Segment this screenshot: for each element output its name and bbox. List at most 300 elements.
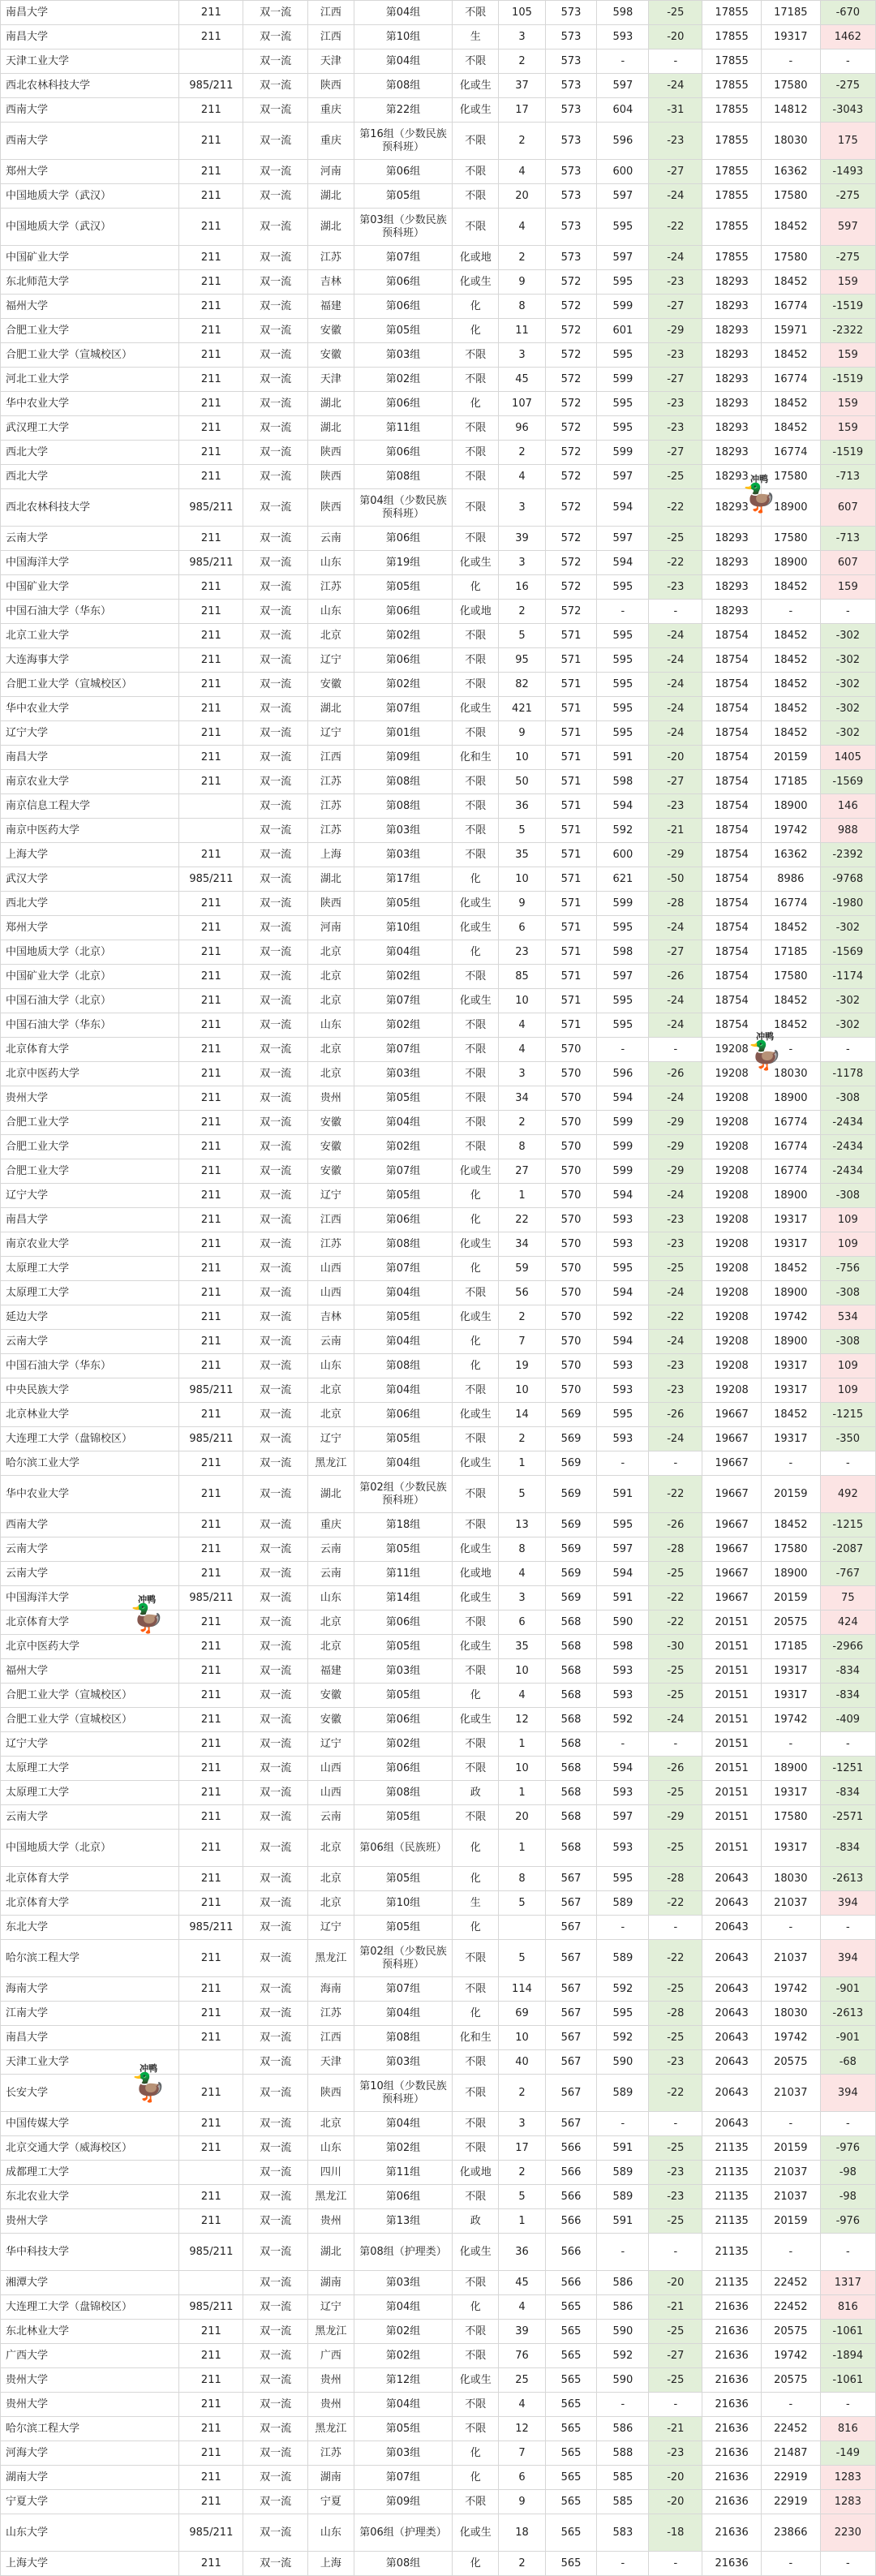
rank-2023-cell: 19667 <box>702 1537 762 1562</box>
score-2022-cell: 597 <box>597 1805 649 1830</box>
plan-count-cell: 2 <box>499 123 545 160</box>
rank-2022-cell: 22452 <box>761 2271 820 2295</box>
score-diff-cell: -24 <box>649 1013 702 1038</box>
group-cell: 第02组 <box>354 1135 452 1159</box>
score-diff-cell: -50 <box>649 867 702 892</box>
rank-2022-cell: 17580 <box>761 1537 820 1562</box>
tier-cell: 211 <box>179 1451 243 1476</box>
tier-cell: 211 <box>179 1867 243 1891</box>
school-name-cell: 南昌大学 <box>1 2026 179 2050</box>
group-cell: 第07组 <box>354 1038 452 1062</box>
plan-count-cell: 8 <box>499 295 545 319</box>
subject-requirement-cell: 化或生 <box>453 1305 499 1330</box>
tier-cell: 211 <box>179 575 243 600</box>
score-diff-cell: -22 <box>649 1611 702 1635</box>
rank-diff-cell: -1980 <box>820 892 875 916</box>
province-cell: 黑龙江 <box>307 2417 354 2441</box>
score-2023-cell: 565 <box>545 2490 597 2514</box>
double-first-class-cell: 双一流 <box>243 2075 307 2112</box>
rank-diff-cell: -350 <box>820 1427 875 1451</box>
rank-2022-cell: 19317 <box>761 1684 820 1708</box>
tier-cell: 211 <box>179 1038 243 1062</box>
table-row <box>1 295 876 319</box>
province-cell: 湖北 <box>307 184 354 209</box>
score-2023-cell: 568 <box>545 1732 597 1757</box>
group-cell: 第04组 <box>354 1330 452 1354</box>
score-2022-cell: 589 <box>597 1940 649 1977</box>
double-first-class-cell: 双一流 <box>243 721 307 746</box>
rank-2022-cell: 18452 <box>761 575 820 600</box>
school-name-cell: 南昌大学 <box>1 1 179 25</box>
score-2022-cell: 598 <box>597 770 649 794</box>
rank-diff-cell: -2966 <box>820 1635 875 1659</box>
score-2022-cell: - <box>597 2393 649 2417</box>
plan-count-cell: 3 <box>499 1586 545 1611</box>
table-row <box>1 1403 876 1427</box>
rank-diff-cell: 424 <box>820 1611 875 1635</box>
score-diff-cell: -24 <box>649 74 702 98</box>
tier-cell: 211 <box>179 1257 243 1281</box>
tier-cell: 211 <box>179 1159 243 1184</box>
group-cell: 第02组（少数民族预科班） <box>354 1476 452 1513</box>
score-2022-cell: 597 <box>597 527 649 551</box>
group-cell: 第07组 <box>354 989 452 1013</box>
rank-diff-cell: -98 <box>820 2161 875 2185</box>
score-2023-cell: 573 <box>545 98 597 123</box>
school-name-cell: 北京体育大学 <box>1 1611 179 1635</box>
group-cell: 第09组 <box>354 2490 452 2514</box>
rank-2022-cell: 16362 <box>761 160 820 184</box>
table-row <box>1 2026 876 2050</box>
rank-2023-cell: 21636 <box>702 2320 762 2344</box>
score-diff-cell: -29 <box>649 1805 702 1830</box>
rank-2022-cell: 19742 <box>761 1305 820 1330</box>
group-cell: 第06组 <box>354 1611 452 1635</box>
score-diff-cell: -26 <box>649 965 702 989</box>
province-cell: 安徽 <box>307 1135 354 1159</box>
rank-diff-cell: -2434 <box>820 1135 875 1159</box>
school-name-cell: 南京农业大学 <box>1 770 179 794</box>
group-cell: 第04组 <box>354 2112 452 2136</box>
school-name-cell: 郑州大学 <box>1 160 179 184</box>
score-2022-cell: 595 <box>597 624 649 648</box>
score-diff-cell: -23 <box>649 1208 702 1232</box>
tier-cell: 211 <box>179 1135 243 1159</box>
double-first-class-cell: 双一流 <box>243 49 307 74</box>
score-diff-cell: -28 <box>649 1537 702 1562</box>
score-2023-cell: 565 <box>545 2514 597 2552</box>
table-row <box>1 1781 876 1805</box>
duck-icon: 🦆 <box>130 1602 165 1635</box>
score-diff-cell: -26 <box>649 1757 702 1781</box>
province-cell: 湖北 <box>307 392 354 416</box>
table-row <box>1 1805 876 1830</box>
school-name-cell: 武汉理工大学 <box>1 416 179 441</box>
score-2022-cell: 583 <box>597 2514 649 2552</box>
score-diff-cell: -27 <box>649 940 702 965</box>
rank-diff-cell: -834 <box>820 1659 875 1684</box>
school-name-cell: 西北大学 <box>1 892 179 916</box>
score-diff-cell: - <box>649 600 702 624</box>
province-cell: 黑龙江 <box>307 1451 354 1476</box>
plan-count-cell: 9 <box>499 721 545 746</box>
score-diff-cell: -28 <box>649 892 702 916</box>
group-cell: 第10组 <box>354 1891 452 1916</box>
table-row <box>1 2112 876 2136</box>
score-2023-cell: 567 <box>545 2075 597 2112</box>
province-cell: 安徽 <box>307 343 354 368</box>
score-2022-cell: 595 <box>597 209 649 246</box>
rank-diff-cell: -2434 <box>820 1111 875 1135</box>
subject-requirement-cell: 化 <box>453 1184 499 1208</box>
school-name-cell: 北京体育大学 <box>1 1867 179 1891</box>
score-2022-cell: 593 <box>597 1830 649 1867</box>
score-2022-cell: 589 <box>597 1891 649 1916</box>
plan-count-cell: 20 <box>499 1805 545 1830</box>
rank-2023-cell: 20151 <box>702 1830 762 1867</box>
score-2023-cell: 571 <box>545 794 597 819</box>
score-diff-cell: -27 <box>649 770 702 794</box>
tier-cell: 211 <box>179 1305 243 1330</box>
rank-2022-cell: 18030 <box>761 2002 820 2026</box>
rank-2023-cell: 19208 <box>702 1378 762 1403</box>
rank-2023-cell: 19208 <box>702 1184 762 1208</box>
rank-2022-cell: 16774 <box>761 1135 820 1159</box>
group-cell: 第11组 <box>354 416 452 441</box>
rank-diff-cell: -2392 <box>820 843 875 867</box>
double-first-class-cell: 双一流 <box>243 1111 307 1135</box>
school-name-cell: 中国传媒大学 <box>1 2112 179 2136</box>
school-name-cell: 东北林业大学 <box>1 2320 179 2344</box>
table-row <box>1 1451 876 1476</box>
group-cell: 第04组 <box>354 940 452 965</box>
score-diff-cell: -25 <box>649 1684 702 1708</box>
double-first-class-cell: 双一流 <box>243 1378 307 1403</box>
score-2022-cell: - <box>597 1732 649 1757</box>
score-2022-cell: 597 <box>597 184 649 209</box>
tier-cell <box>179 2271 243 2295</box>
double-first-class-cell: 双一流 <box>243 1281 307 1305</box>
rank-diff-cell: -1519 <box>820 368 875 392</box>
rank-2022-cell: - <box>761 2112 820 2136</box>
subject-requirement-cell: 不限 <box>453 843 499 867</box>
tier-cell: 211 <box>179 770 243 794</box>
group-cell: 第05组 <box>354 1086 452 1111</box>
rank-2022-cell: 16774 <box>761 892 820 916</box>
double-first-class-cell: 双一流 <box>243 892 307 916</box>
double-first-class-cell: 双一流 <box>243 1635 307 1659</box>
school-name-cell: 西北农林科技大学 <box>1 74 179 98</box>
duck-sticker <box>130 1594 165 1635</box>
double-first-class-cell: 双一流 <box>243 746 307 770</box>
rank-2023-cell: 18293 <box>702 319 762 343</box>
double-first-class-cell: 双一流 <box>243 489 307 527</box>
table-row <box>1 392 876 416</box>
group-cell: 第02组 <box>354 624 452 648</box>
plan-count-cell: 3 <box>499 25 545 49</box>
score-2022-cell: 594 <box>597 1281 649 1305</box>
rank-2022-cell: 20159 <box>761 1586 820 1611</box>
rank-diff-cell: 159 <box>820 416 875 441</box>
score-diff-cell: -25 <box>649 1977 702 2002</box>
plan-count-cell: 2 <box>499 600 545 624</box>
province-cell: 江西 <box>307 1208 354 1232</box>
province-cell: 湖北 <box>307 867 354 892</box>
rank-2022-cell: 17185 <box>761 940 820 965</box>
score-2022-cell: 599 <box>597 1135 649 1159</box>
school-name-cell: 南昌大学 <box>1 25 179 49</box>
rank-diff-cell: -68 <box>820 2050 875 2075</box>
score-diff-cell: -20 <box>649 746 702 770</box>
score-2022-cell: 601 <box>597 319 649 343</box>
province-cell: 山东 <box>307 1013 354 1038</box>
school-name-cell: 大连理工大学（盘锦校区） <box>1 1427 179 1451</box>
school-name-cell: 云南大学 <box>1 1537 179 1562</box>
score-diff-cell: -24 <box>649 246 702 270</box>
table-row <box>1 2514 876 2552</box>
province-cell: 辽宁 <box>307 1184 354 1208</box>
score-diff-cell: -31 <box>649 98 702 123</box>
rank-diff-cell: -9768 <box>820 867 875 892</box>
table-row <box>1 2185 876 2209</box>
rank-2022-cell: 18452 <box>761 343 820 368</box>
rank-2023-cell: 18754 <box>702 916 762 940</box>
score-2023-cell: 572 <box>545 416 597 441</box>
rank-2022-cell: 18900 <box>761 1757 820 1781</box>
group-cell: 第06组 <box>354 295 452 319</box>
group-cell: 第08组 <box>354 2026 452 2050</box>
group-cell: 第04组（少数民族预科班） <box>354 489 452 527</box>
table-row <box>1 575 876 600</box>
group-cell: 第04组 <box>354 1111 452 1135</box>
rank-2023-cell: 18754 <box>702 867 762 892</box>
plan-count-cell: 5 <box>499 2185 545 2209</box>
score-2022-cell: 593 <box>597 1684 649 1708</box>
subject-requirement-cell: 化或地 <box>453 600 499 624</box>
double-first-class-cell: 双一流 <box>243 1305 307 1330</box>
rank-2023-cell: 18293 <box>702 489 762 527</box>
rank-diff-cell: -1178 <box>820 1062 875 1086</box>
plan-count-cell: 2 <box>499 2552 545 2576</box>
score-2022-cell: 593 <box>597 1427 649 1451</box>
table-row <box>1 1378 876 1403</box>
table-row <box>1 1916 876 1940</box>
subject-requirement-cell: 化或地 <box>453 246 499 270</box>
province-cell: 陕西 <box>307 892 354 916</box>
subject-requirement-cell: 不限 <box>453 343 499 368</box>
group-cell: 第14组 <box>354 1586 452 1611</box>
score-diff-cell: -29 <box>649 1135 702 1159</box>
score-2022-cell: 621 <box>597 867 649 892</box>
rank-diff-cell: -275 <box>820 246 875 270</box>
double-first-class-cell: 双一流 <box>243 551 307 575</box>
province-cell: 安徽 <box>307 1684 354 1708</box>
score-diff-cell: -25 <box>649 1257 702 1281</box>
subject-requirement-cell: 化 <box>453 392 499 416</box>
rank-2023-cell: 18754 <box>702 624 762 648</box>
score-2023-cell: 568 <box>545 1805 597 1830</box>
subject-requirement-cell: 不限 <box>453 489 499 527</box>
rank-2023-cell: 20643 <box>702 2002 762 2026</box>
tier-cell: 211 <box>179 2136 243 2161</box>
tier-cell: 211 <box>179 246 243 270</box>
rank-2022-cell: 16774 <box>761 1159 820 1184</box>
school-name-cell: 天津工业大学 <box>1 49 179 74</box>
rank-diff-cell: - <box>820 2112 875 2136</box>
rank-2022-cell: 18452 <box>761 1257 820 1281</box>
score-diff-cell: -28 <box>649 2002 702 2026</box>
score-diff-cell: -24 <box>649 673 702 697</box>
score-2023-cell: 565 <box>545 2466 597 2490</box>
plan-count-cell: 4 <box>499 2393 545 2417</box>
rank-diff-cell: -308 <box>820 1330 875 1354</box>
rank-2022-cell: 17580 <box>761 965 820 989</box>
rank-2022-cell: 18452 <box>761 624 820 648</box>
tier-cell <box>179 794 243 819</box>
school-name-cell: 西北大学 <box>1 465 179 489</box>
score-diff-cell: -20 <box>649 2271 702 2295</box>
score-2023-cell: 573 <box>545 74 597 98</box>
score-2023-cell: 571 <box>545 819 597 843</box>
score-2023-cell: 566 <box>545 2271 597 2295</box>
table-row <box>1 770 876 794</box>
group-cell: 第06组 <box>354 1757 452 1781</box>
score-2022-cell: 595 <box>597 1513 649 1537</box>
group-cell: 第06组 <box>354 441 452 465</box>
subject-requirement-cell: 化 <box>453 867 499 892</box>
group-cell: 第01组 <box>354 721 452 746</box>
tier-cell: 211 <box>179 2075 243 2112</box>
score-2022-cell: 592 <box>597 1305 649 1330</box>
plan-count-cell: 10 <box>499 746 545 770</box>
table-row <box>1 819 876 843</box>
group-cell: 第11组 <box>354 2161 452 2185</box>
rank-2023-cell: 17855 <box>702 1 762 25</box>
tier-cell: 211 <box>179 1708 243 1732</box>
group-cell: 第05组 <box>354 1635 452 1659</box>
school-name-cell: 成都理工大学 <box>1 2161 179 2185</box>
school-name-cell: 合肥工业大学（宣城校区） <box>1 343 179 368</box>
school-name-cell: 东北农业大学 <box>1 2185 179 2209</box>
table-row <box>1 1867 876 1891</box>
score-2022-cell: 590 <box>597 1611 649 1635</box>
score-2022-cell: 595 <box>597 343 649 368</box>
table-row <box>1 1111 876 1135</box>
table-row <box>1 2417 876 2441</box>
rank-diff-cell: 75 <box>820 1586 875 1611</box>
score-diff-cell: -24 <box>649 1086 702 1111</box>
rank-2023-cell: 18754 <box>702 843 762 867</box>
score-2022-cell: 588 <box>597 2441 649 2466</box>
school-name-cell: 中国地质大学（武汉） <box>1 209 179 246</box>
province-cell: 辽宁 <box>307 648 354 673</box>
score-2022-cell: 599 <box>597 368 649 392</box>
province-cell: 陕西 <box>307 2075 354 2112</box>
score-diff-cell: -30 <box>649 1635 702 1659</box>
score-2022-cell: - <box>597 600 649 624</box>
subject-requirement-cell: 不限 <box>453 965 499 989</box>
score-2023-cell: 569 <box>545 1476 597 1513</box>
score-2023-cell: 569 <box>545 1513 597 1537</box>
score-2022-cell: - <box>597 49 649 74</box>
province-cell: 宁夏 <box>307 2490 354 2514</box>
double-first-class-cell: 双一流 <box>243 1232 307 1257</box>
rank-diff-cell: 607 <box>820 551 875 575</box>
score-2022-cell: 593 <box>597 1781 649 1805</box>
double-first-class-cell: 双一流 <box>243 270 307 295</box>
rank-diff-cell: -308 <box>820 1281 875 1305</box>
subject-requirement-cell: 不限 <box>453 465 499 489</box>
score-diff-cell: -25 <box>649 1659 702 1684</box>
double-first-class-cell: 双一流 <box>243 2002 307 2026</box>
double-first-class-cell: 双一流 <box>243 98 307 123</box>
subject-requirement-cell: 不限 <box>453 2417 499 2441</box>
score-diff-cell: -23 <box>649 2441 702 2466</box>
school-name-cell: 中国石油大学（北京） <box>1 989 179 1013</box>
double-first-class-cell: 双一流 <box>243 1805 307 1830</box>
subject-requirement-cell: 化或生 <box>453 1708 499 1732</box>
rank-2023-cell: 20643 <box>702 1891 762 1916</box>
double-first-class-cell: 双一流 <box>243 1781 307 1805</box>
table-row <box>1 746 876 770</box>
province-cell: 北京 <box>307 1378 354 1403</box>
rank-2023-cell: 20151 <box>702 1781 762 1805</box>
double-first-class-cell: 双一流 <box>243 2209 307 2234</box>
province-cell: 山西 <box>307 1757 354 1781</box>
rank-2023-cell: 19208 <box>702 1086 762 1111</box>
score-2023-cell: 572 <box>545 575 597 600</box>
rank-2022-cell: 20159 <box>761 2136 820 2161</box>
subject-requirement-cell: 化或生 <box>453 697 499 721</box>
rank-diff-cell: -302 <box>820 648 875 673</box>
score-2022-cell: 595 <box>597 648 649 673</box>
score-diff-cell: -27 <box>649 368 702 392</box>
group-cell: 第05组 <box>354 892 452 916</box>
school-name-cell: 云南大学 <box>1 1562 179 1586</box>
score-2022-cell: - <box>597 1916 649 1940</box>
score-2022-cell: 595 <box>597 392 649 416</box>
rank-2023-cell: 19208 <box>702 1232 762 1257</box>
score-2023-cell: 570 <box>545 1208 597 1232</box>
score-diff-cell: - <box>649 2393 702 2417</box>
rank-2023-cell: 18754 <box>702 989 762 1013</box>
school-name-cell: 广西大学 <box>1 2344 179 2368</box>
group-cell: 第02组 <box>354 673 452 697</box>
rank-diff-cell: - <box>820 49 875 74</box>
rank-diff-cell: -275 <box>820 184 875 209</box>
score-2022-cell: 599 <box>597 892 649 916</box>
score-2022-cell: 595 <box>597 1403 649 1427</box>
subject-requirement-cell: 不限 <box>453 1378 499 1403</box>
score-2023-cell: 570 <box>545 1111 597 1135</box>
school-name-cell: 中央民族大学 <box>1 1378 179 1403</box>
table-row <box>1 270 876 295</box>
double-first-class-cell: 双一流 <box>243 2271 307 2295</box>
double-first-class-cell: 双一流 <box>243 184 307 209</box>
score-2022-cell: 599 <box>597 295 649 319</box>
plan-count-cell: 3 <box>499 1062 545 1086</box>
school-name-cell: 辽宁大学 <box>1 1184 179 1208</box>
rank-2022-cell: 18900 <box>761 551 820 575</box>
school-name-cell: 河海大学 <box>1 2441 179 2466</box>
score-2023-cell: 565 <box>545 2344 597 2368</box>
double-first-class-cell: 双一流 <box>243 989 307 1013</box>
province-cell: 湖北 <box>307 1476 354 1513</box>
rank-2023-cell: 17855 <box>702 49 762 74</box>
school-name-cell: 北京林业大学 <box>1 1403 179 1427</box>
province-cell: 山西 <box>307 1281 354 1305</box>
score-diff-cell: -23 <box>649 343 702 368</box>
